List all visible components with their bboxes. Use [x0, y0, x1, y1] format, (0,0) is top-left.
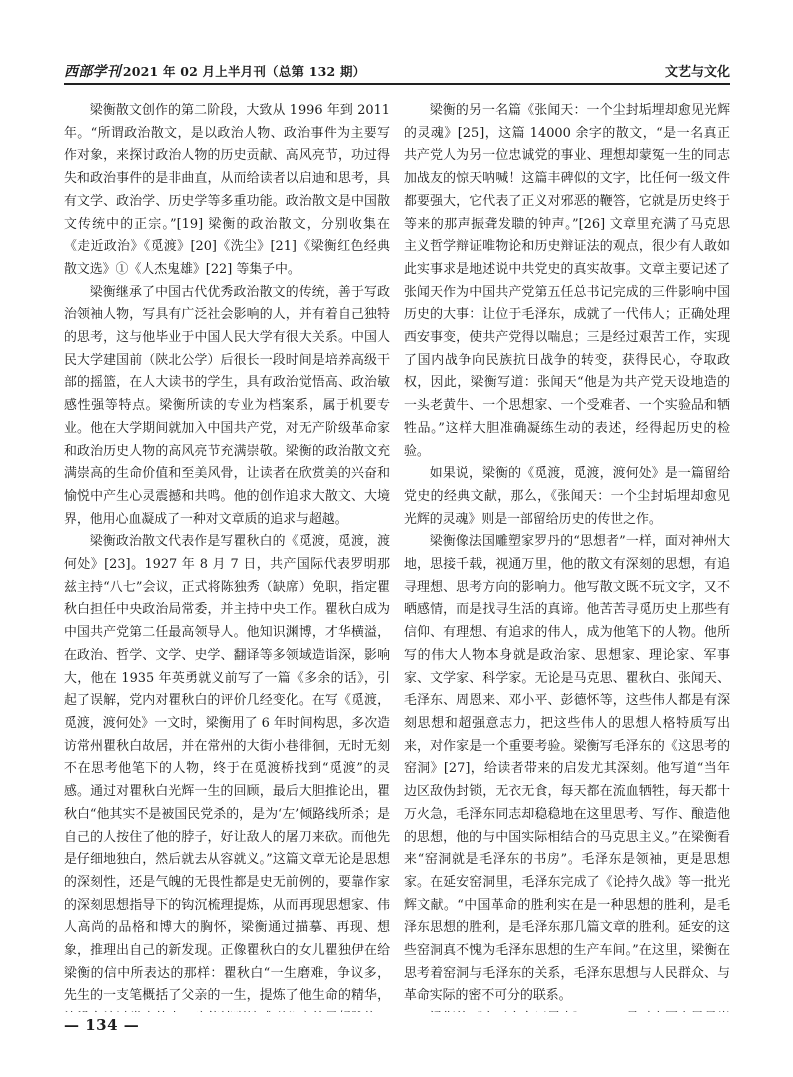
running-header	[64, 59, 730, 83]
section-name: 文艺与文化	[664, 65, 730, 80]
left-column	[64, 100, 390, 1012]
paragraph: 梁衡散文创作的第二阶段，大致从 1996 年到 2011 年。“所谓政治散文，是以政治人物、政治事件为主要写作对象，来探讨政治人物的历史贡献、高风亮节，功过得失和政治事件的是非曲直，从而给读者以启迪和思考，具有文学、政治学、历史学等多重功能。政治散文是中国散文传统中的正宗。”[19] 梁衡的政治散文，分别收集在《走近政治》《觅渡》[20]《洗尘》[21]《梁衡红色经典散文选》①《人杰鬼雄》[22] 等集子中。	[64, 103, 390, 277]
page-number: — 134 —	[64, 1016, 140, 1034]
paragraph: 梁衡的另一名篇《张闻天：一个尘封垢埋却愈见光辉的灵魂》[25]，这篇 14000 余字的散文，“是一名真正共产党人为另一位忠诚党的事业、理想却蒙冤一生的同志加战友的惊天呐喊！这篇丰碑似的文字，比任何一级文件都要强大，它代表了正义对邪恶的鞭答，它就是历史终于等来的那声振聋发聩的钟声。”[26] 文章里充满了马克思主义哲学辩证唯物论和历史辩证法的观点，很少有人敢如此实事求是地述说中共党史的真实故事。文章主要记述了张闻天作为中国共产党第五任总书记完成的三件影响中国历史的大事：让位于毛泽东，成就了一代伟人；正确处理西安事变，使共产党得以喘息；三是经过艰苦工作，实现了国内战争向民族抗日战争的转变，获得民心，夺取政权，因此，梁衡写道：张闻天“他是为共产党天设地造的一头老黄牛、一个思想家、一个受难者、一个实验品和牺牲品。”这样大胆准确凝练生动的表述，经得起历史的检验。	[404, 103, 730, 459]
paragraph: 梁衡像法国雕塑家罗丹的“思想者”一样，面对神州大地，思接千载，视通万里，他的散文有深刻的思想，有追寻理想、思考方向的影响力。他写散文既不玩文字，又不晒感情，而是找寻生活的真谛。他苦苦寻觅历史上那些有信仰、有理想、有追求的伟人，成为他笔下的人物。他所写的伟大人物本身就是政治家、思想家、理论家、军事家、文学家、科学家。无论是马克思、瞿秋白、张闻天、毛泽东、周恩来、邓小平、彭德怀等，这些伟人都是有深刻思想和超强意志力，把这些伟人的思想人格特质写出来，对作家是一个重要考验。梁衡写毛泽东的《这思考的窑洞》[27]，给读者带来的启发尤其深刻。他写道“当年边区敌伪封锁，无衣无食，每天都在流血牺牲，每天都十万火急，毛泽东同志却稳稳地在这里思考、写作、酿造他的思想，他的与中国实际相结合的马克思主义。”在梁衡看来“窑洞就是毛泽东的书房”。毛泽东是领袖，更是思想家。在延安窑洞里，毛泽东完成了《论持久战》等一批光辉文献。“中国革命的胜利实在是一种思想的胜利，是毛泽东思想的胜利，是毛泽东那几篇文章的胜利。延安的这些窑洞真不愧为毛泽东思想的生产车间。”在这里，梁衡在思考着窑洞与毛泽东的关系，毛泽东思想与人民群众、与革命实际的密不可分的联系。	[404, 534, 730, 1004]
header-rule	[64, 83, 730, 85]
paragraph: 梁衡政治散文代表作是写瞿秋白的《觅渡，觅渡，渡何处》[23]。1927 年 8 月 7 日，共产国际代表罗明那兹主持“八七”会议，正式将陈独秀（缺席）免职，指定瞿秋白担任中央政治局常委，并主持中央工作。瞿秋白成为中国共产党第二任最高领导人。他知识渊博，才华横溢，在政治、哲学、文学、史学、翻译等多领域造诣深，影响大，他在 1935 年英勇就义前写了一篇《多余的话》，引起了误解，党内对瞿秋白的评价几经变化。在写《觅渡，觅渡，渡何处》一文时，梁衡用了 6 年时间构思，多次造访常州瞿秋白故居，并在常州的大街小巷徘徊，无时无刻不在思考他笔下的人物，终于在觅渡桥找到“觅渡”的灵感。通过对瞿秋白光辉一生的回顾，最后大胆推论出，瞿秋白“他其实不是被国民党杀的，是为‘左’倾路线所杀；是自己的人按住了他的脖子，好让敌人的屠刀来砍。而他先是仔细地独白，然后就去从容就义。”这篇文章无论是思想的深刻性，还是气魄的无畏性都是史无前例的，要靠作家的深刻思想指导下的钩沉梳理提炼，从而再现思想家、伟人高尚的品格和博大的胸怀，梁衡通过描摹、再现、想象，推理出自己的新发现。正像瞿秋白的女儿瞿独伊在给梁衡的信中所表达的那样：瞿秋白“一生磨难，争议多，先生的一支笔概括了父亲的一生，提炼了他生命的精华，	[64, 534, 390, 1004]
paragraph: 梁衡继承了中国古代优秀政治散文的传统，善于写政治领袖人物，写具有广泛社会影响的人，并有着自己独特的思考，这与他毕业于中国人民大学有很大关系。中国人民大学建国前（陕北公学）后很长一段时间是培养高级干部的摇篮，在人大读书的学生，具有政治觉悟高、政治敏感性强等特点。梁衡所读的专业为档案系，属于机要专业。他在大学期间就加入中国共产党，对无产阶级革命家和政治历史人物的高风亮节充满崇敬。梁衡的政治散文充满崇高的生命价值和至美风骨，让读者在欣赏美的兴奋和愉悦中产生心灵震撼和共鸣。他的创作追求大散文、大境界，他用心血凝成了一种对文章质的追求与超越。	[64, 284, 390, 527]
journal-logo: 西部学刊	[64, 64, 121, 80]
issue-info: 2021 年 02 月上半月刊（总第 132 期）	[122, 64, 366, 79]
paragraph: 如果说，梁衡的《觅渡，觅渡，渡何处》是一篇留给党史的经典文献，那么，《张闻天：一个尘封垢埋却愈见光辉的灵魂》则是一部留给历史的传世之作。	[404, 466, 730, 527]
paragraph	[404, 1008, 730, 1012]
journal-info	[64, 61, 365, 81]
right-column	[404, 100, 730, 1012]
